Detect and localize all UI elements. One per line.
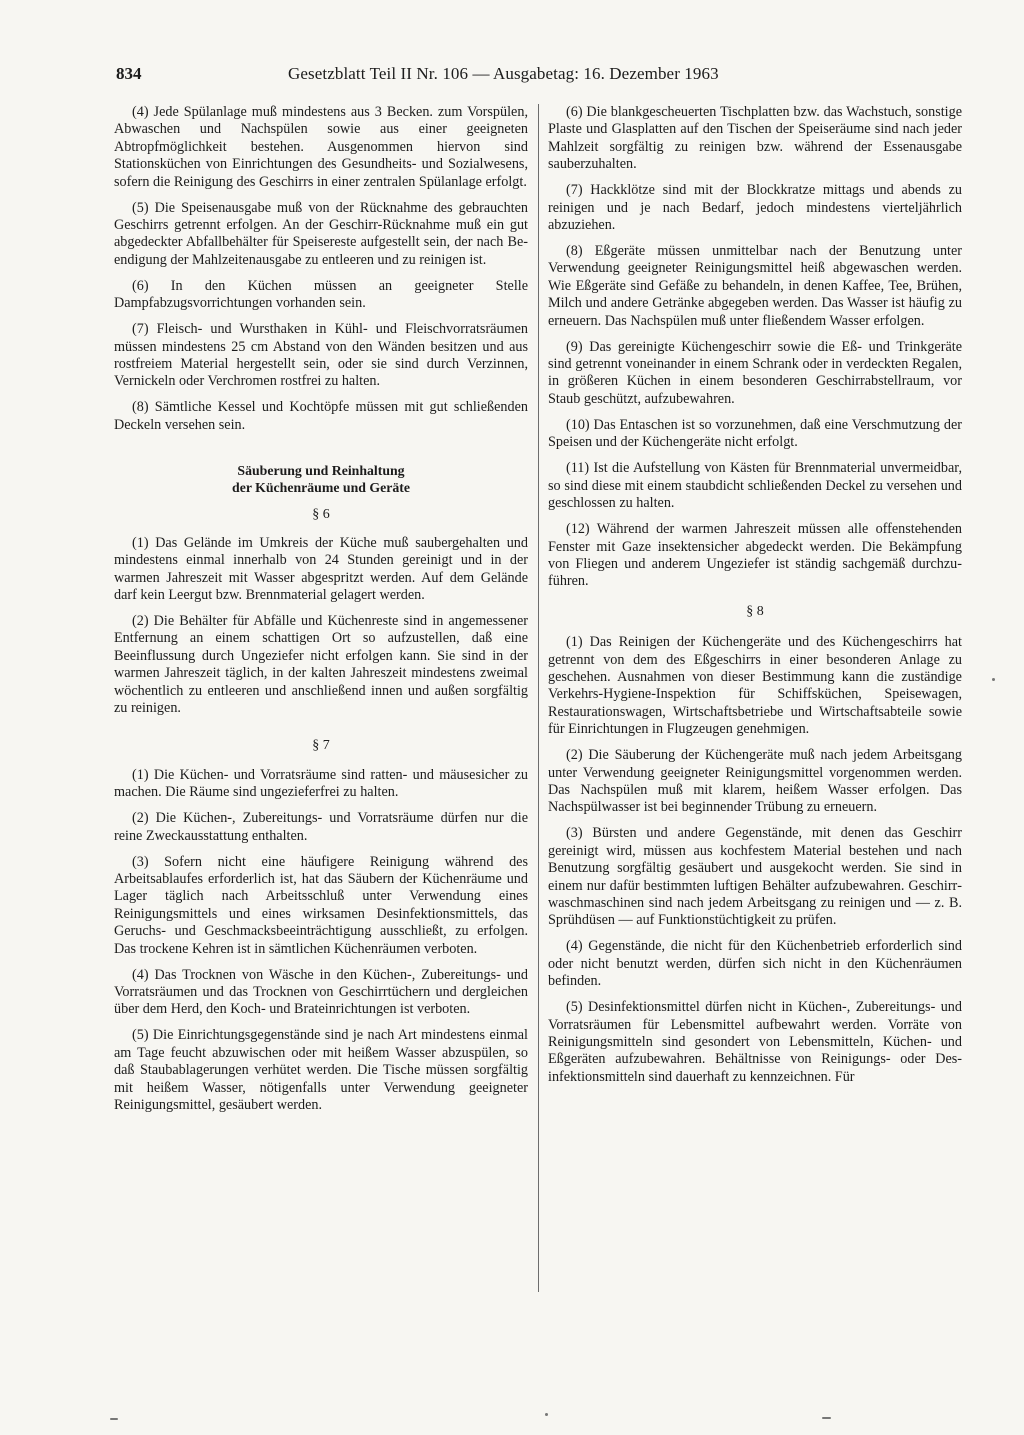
s7-paragraph-2: (2) Die Küchen-, Zubereitungs- und Vorratsräume dürfen nur die reine Zweckausstattung enthalten. bbox=[114, 810, 528, 844]
s8-paragraph-2: (2) Die Säuberung der Küchengeräte muß nach jedem Arbeitsgang unter Verwendung geeigneter Reinigungsmittel vorgenommen werden. Das Nachspülen muß mit klarem, heißem Wasser erfolgen. Das Nachspülwasser ist bei beginnender Trübung zu erneuern. bbox=[548, 747, 962, 816]
right-column bbox=[548, 104, 962, 1095]
section-7-title: § 7 bbox=[312, 738, 330, 754]
paragraph-6: (6) In den Küchen müssen an geeigneter Stelle Dampfabzugsvorrichtungen vorhanden sein. bbox=[114, 277, 528, 312]
s6-paragraph-2: (2) Die Behälter für Abfälle und Küchenreste sind in angemessener Entfernung an einem schattigen Ort so aufzustellen, daß eine Beeinflussung durch Ungeziefer nicht erfolgen kann. Sie sind in der warmen Jahreszeit täglich, in der kalten Jahreszeit mindestens zweimal wöchentlich zu entleeren und anschließend innen und außen sorgfältig zu reinigen. bbox=[114, 612, 528, 716]
paragraph-12-right: (12) Während der warmen Jahreszeit müssen alle offenstehenden Fenster mit Gaze insektensicher abgedeckt werden. Die Bekämpfung von Fliegen und anderem Ungeziefer ist ständig sachgemäß durchzuführen. bbox=[548, 521, 962, 590]
scan-speck bbox=[992, 678, 995, 681]
paragraph-8: (8) Sämtliche Kessel und Kochtöpfe müssen mit gut schließenden Deckeln versehen sein. bbox=[114, 399, 528, 433]
s8-paragraph-4: (4) Gegenstände, die nicht für den Küchenbetrieb erforderlich sind oder nicht benutzt werden, dürfen sich nicht in den Küchenräumen befinden. bbox=[548, 938, 962, 990]
scan-speck bbox=[110, 1418, 118, 1420]
paragraph-10-right: (10) Das Entaschen ist so vorzunehmen, daß eine Verschmutzung der Speisen und der Küchengeräte nicht erfolgt. bbox=[548, 416, 962, 451]
s8-paragraph-1: (1) Das Reinigen der Küchengeräte und des Küchengeschirrs hat getrennt von dem des Eßgeschirrs in einer besonderen Anlage zu geschehen. Ausnahmen von dieser Bestimmung kann die zuständige Verkehrs-Hygiene-Inspektion für Schiffsküchen, Speisewagen, Restaurationswagen, Wirtschaftsbetriebe und Wirtschaftsabteile sowie für Einrichtungen in Flugzeugen genehmigen. bbox=[548, 634, 962, 738]
paragraph-9-right: (9) Das gereinigte Küchengeschirr sowie die Eß- und Trinkgeräte sind getrennt voneinander in einem Schrank oder in verdeckten Regalen, in größeren Küchen in einem besonderen Geschirrabstellraum, vor Staub geschützt, aufzubewahren. bbox=[548, 338, 962, 407]
scan-speck bbox=[545, 1413, 548, 1416]
left-column bbox=[114, 104, 528, 1123]
section-heading-line-1: Säuberung und Reinhaltung bbox=[237, 463, 405, 479]
section-heading bbox=[114, 462, 528, 496]
running-head: Gesetzblatt Teil II Nr. 106 — Ausgabetag: 16. Dezember 1963 bbox=[288, 64, 719, 83]
section-8-title: § 8 bbox=[746, 603, 764, 619]
paragraph-4: (4) Jede Spülanlage muß mindestens aus 3 Becken. zum Vorspülen, Abwaschen und Nachspülen sowie aus einer geeigneten Abtropfmöglichkeit bestehen. Ausgenommen hiervon sind Stationsküchen von Einrichtungen des Gesundheits- und Sozialwesens, sofern die Reinigung des Geschirrs in einer zentralen Spülanlage erfolgt. bbox=[114, 104, 528, 190]
paragraph-6-right: (6) Die blankgescheuerten Tischplatten bzw. das Wachstuch, sonstige Plaste und Glasplatten auf den Tischen der Speiseräume sind nach jeder Mahlzeit sorgfältig zu reinigen bzw. während der Essenausgabe sauberzuhalten. bbox=[548, 104, 962, 173]
s7-paragraph-1: (1) Die Küchen- und Vorratsräume sind ratten- und mäusesicher zu machen. Die Räume sind ungezieferfrei zu halten. bbox=[114, 766, 528, 801]
paragraph-7-right: (7) Hackklötze sind mit der Blockkratze mittags und abends zu reinigen und je nach Bedarf, jedoch mindestens vierteljährlich abzuziehen. bbox=[548, 182, 962, 234]
s7-paragraph-4: (4) Das Trocknen von Wäsche in den Küchen-, Zubereitungs- und Vorratsräumen und das Trocknen von Geschirrtüchern und dergleichen über dem Herd, den Koch- und Brateinrichtungen ist verboten. bbox=[114, 966, 528, 1018]
paragraph-5: (5) Die Speisenausgabe muß von der Rücknahme des gebrauchten Geschirrs getrennt erfolgen. An der Geschirr-Rücknahme muß ein gut abgedeckter Abfallbehälter für Speisereste aufgestellt sein, der nach Beendigung der Mahlzeitenausgabe zu entleeren und zu reinigen ist. bbox=[114, 199, 528, 268]
section-heading-line-2: der Küchenräume und Geräte bbox=[232, 480, 410, 496]
s7-paragraph-5: (5) Die Einrichtungsgegenstände sind je nach Art mindestens einmal am Tage feucht abzuwischen oder mit heißem Wasser abzuspülen, so daß Staubablagerungen verhütet werden. Die Tische müssen sorgfältig mit heißem Wasser, nötigenfalls unter Verwendung geeigneter Reinigungsmittel, gesäubert werden. bbox=[114, 1027, 528, 1114]
scan-speck bbox=[822, 1417, 831, 1419]
paragraph-11-right: (11) Ist die Aufstellung von Kästen für Brennmaterial unvermeidbar, so sind diese mit einem staubdicht schließenden Deckel zu versehen und geschlossen zu halten. bbox=[548, 460, 962, 512]
s8-paragraph-5: (5) Desinfektionsmittel dürfen nicht in Küchen-, Zubereitungs- und Vorratsräumen für Lebensmittel aufbewahrt werden. Vorräte von Reinigungsmitteln sind gesondert von Lebensmitteln, Küchen- und Eßgeräten aufzubewahren. Behältnisse von Reinigungs- oder Desinfektionsmitteln sind dauerhaft zu kennzeichnen. Für bbox=[548, 999, 962, 1085]
column-divider bbox=[538, 104, 539, 1292]
s6-paragraph-1: (1) Das Gelände im Umkreis der Küche muß saubergehalten und mindestens einmal innerhalb von 24 Stunden gereinigt und in der warmen Jahreszeit mit Wasser abgespritzt werden. Auf dem Gelände darf kein Leergut bzw. Brennmaterial gelagert werden. bbox=[114, 534, 528, 603]
s8-paragraph-3: (3) Bürsten und andere Gegenstände, mit denen das Geschirr gereinigt wird, müssen aus kochfestem Material bestehen und nach Benutzung sorgfältig gesäubert und ausgekocht werden. Sie sind in einem nur dafür bestimmten luftigen Behälter aufzubewahren. Geschirrwaschmaschinen sind nach jedem Arbeitsgang zu reinigen und — z. B. Sprühdüsen — auf Funktionstüchtigkeit zu prüfen. bbox=[548, 825, 962, 929]
s7-paragraph-3: (3) Sofern nicht eine häufigere Reinigung während des Arbeitsablaufes erforderlich ist, hat das Säubern der Küchenräume und Lager täglich nach Arbeitsschluß unter Verwendung eines Reinigungsmittels und eines wirksamen Desinfektionsmittels, das Geruchs- und Geschmacksbeeinträchtigung ausschließt, zu erfolgen. Das trockene Kehren ist in sämtlichen Küchenräumen verboten. bbox=[114, 853, 528, 957]
section-6-title: § 6 bbox=[312, 507, 330, 523]
page-number: 834 bbox=[116, 64, 142, 83]
paragraph-7: (7) Fleisch- und Wursthaken in Kühl- und Fleischvorratsräumen müssen mindestens 25 cm Abstand von den Wänden besitzen und aus rostfreiem Material hergestellt sein, oder sie sind durch Verzinnen, Vernickeln oder Verchromen rostfrei zu halten. bbox=[114, 321, 528, 390]
paragraph-8-right: (8) Eßgeräte müssen unmittelbar nach der Benutzung unter Verwendung geeigneter Reinigungsmittel heiß abgewaschen werden. Wie Eßgeräte sind Gefäße zu behandeln, in denen Kaffee, Tee, Brühen, Milch und andere Getränke abgegeben werden. Das Wasser ist häufig zu erneuern. Das Nachspülen muß unter fließendem Wasser erfolgen. bbox=[548, 243, 962, 329]
